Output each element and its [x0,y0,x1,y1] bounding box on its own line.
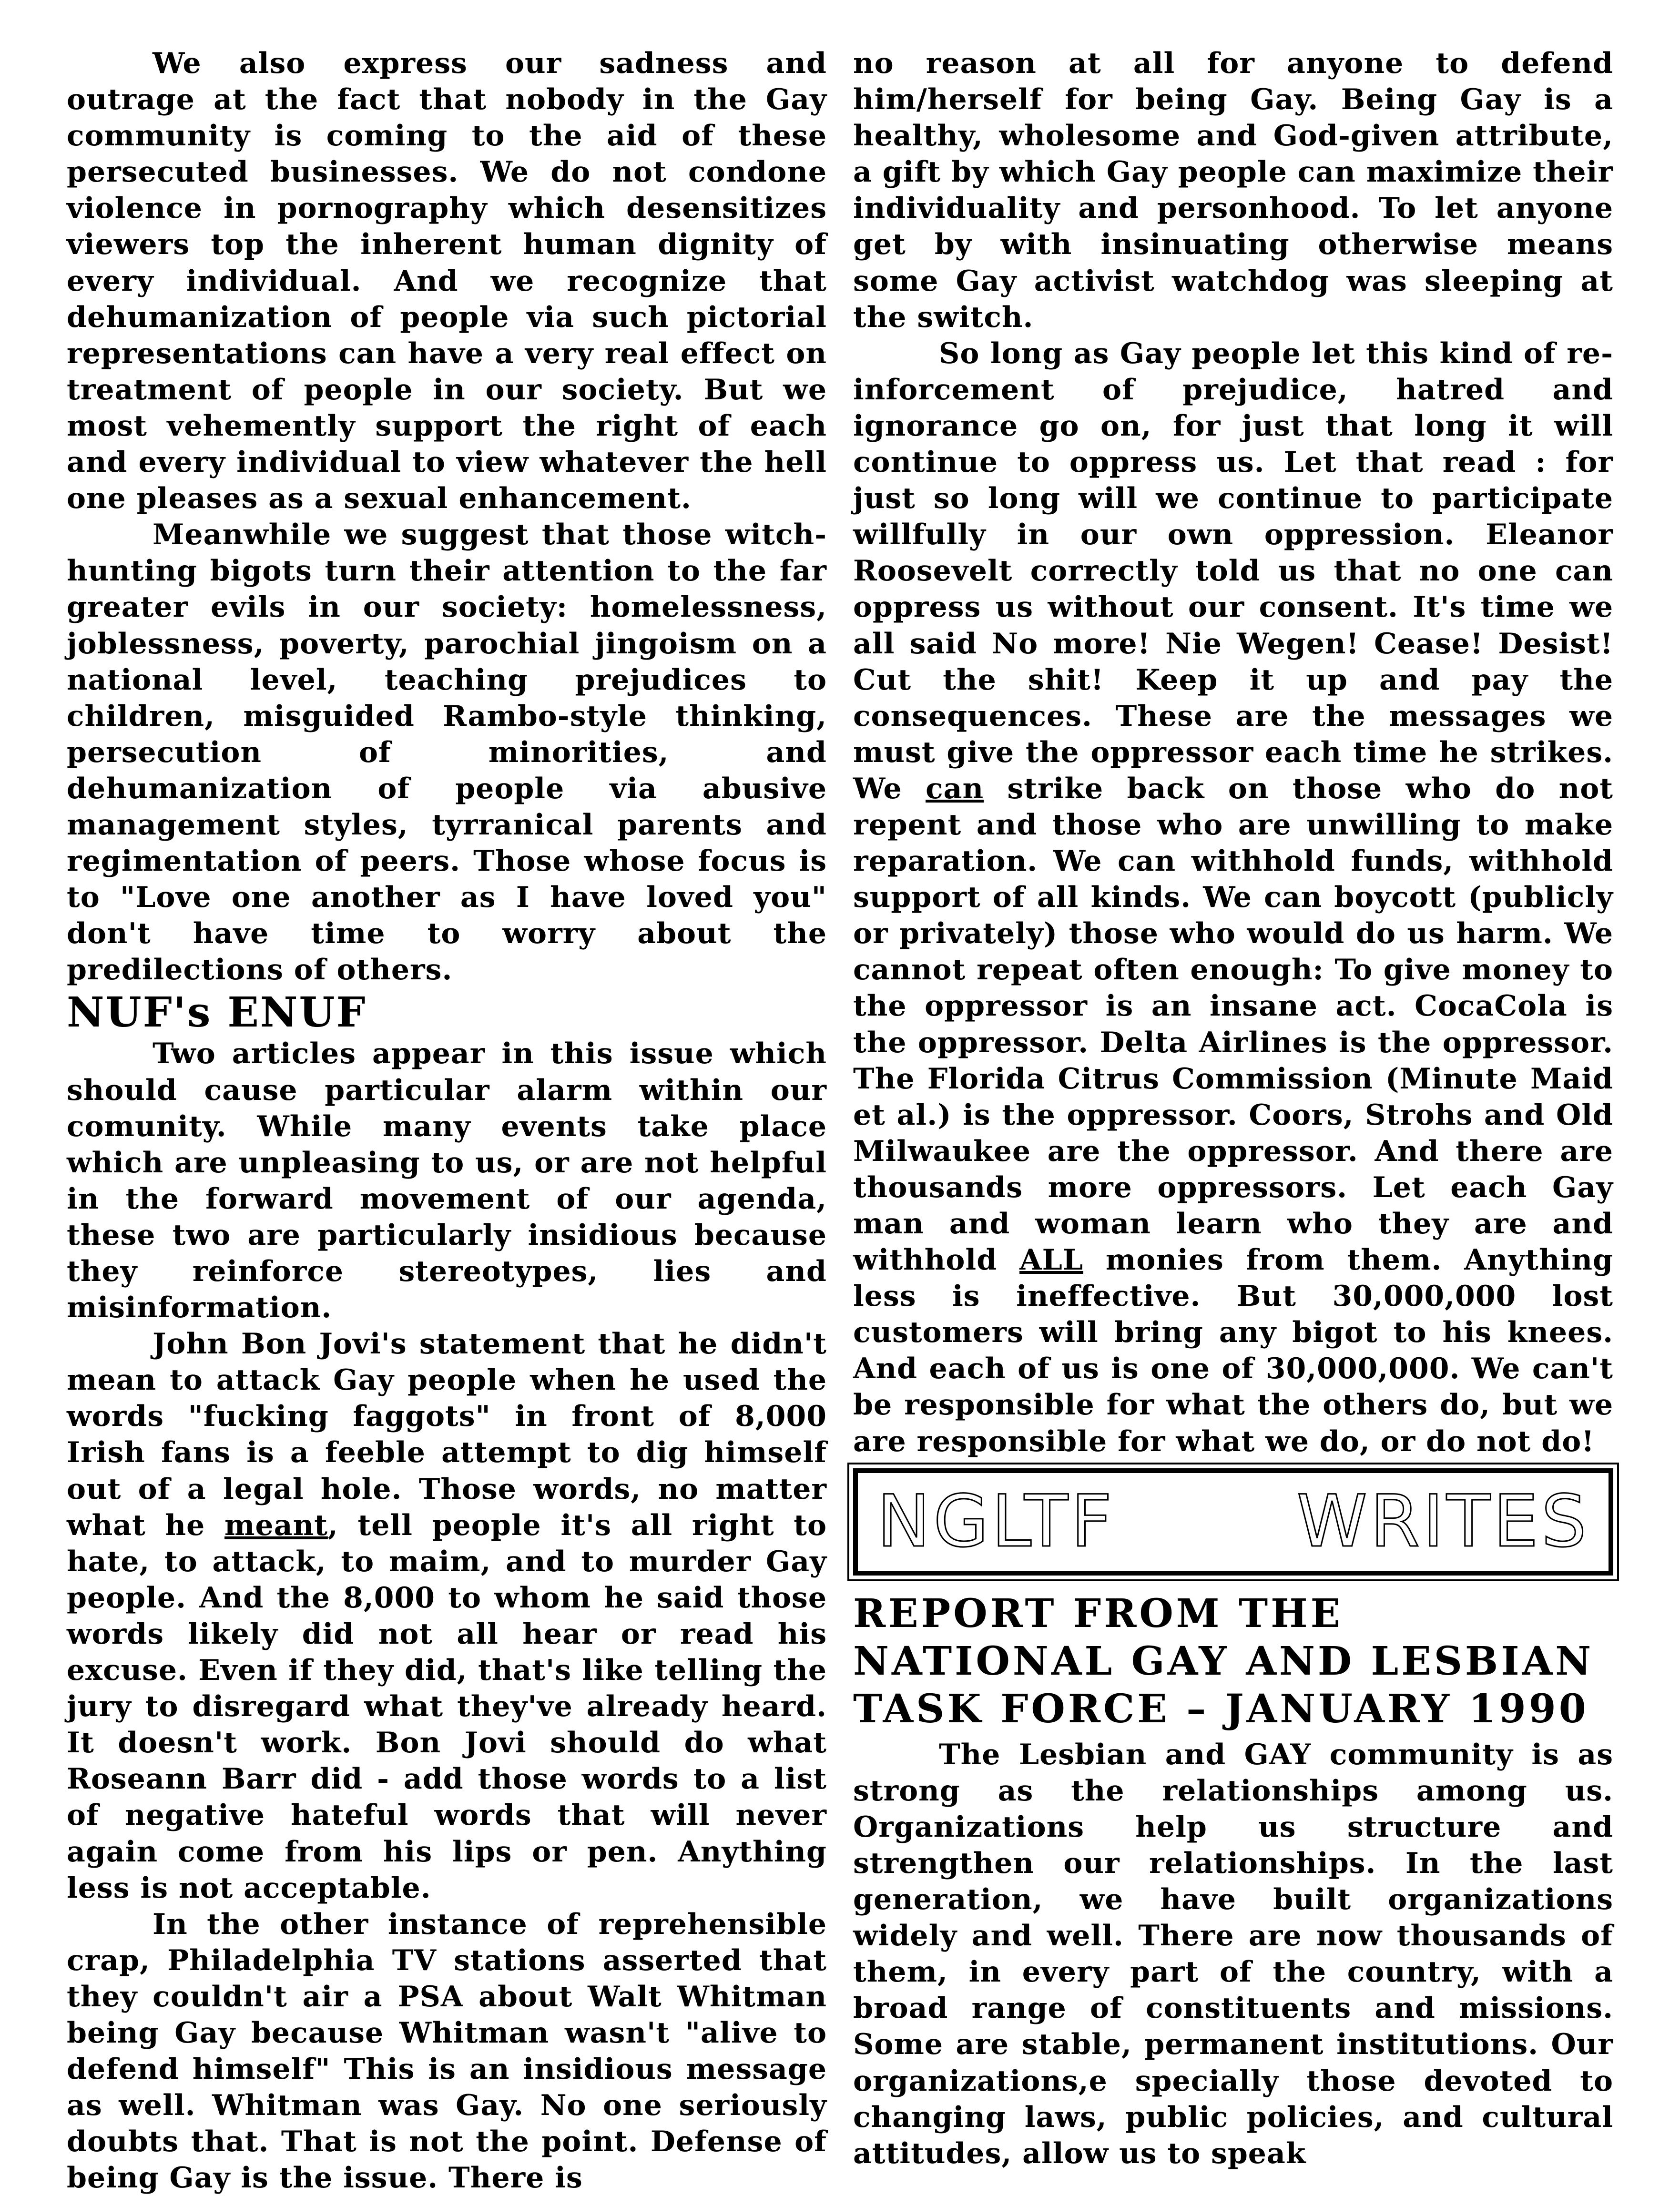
underlined-word: meant [224,1508,328,1542]
underlined-word: ALL [1019,1243,1083,1277]
text-run: So long as Gay people let this kind of re-inforcement of prejudice, hatred and ignorance go on, for just that long it will continue to oppress us. Let that read : for just so long will we continue to participate willfully in our own oppression. Eleanor Roosevelt correctly told us that no one can oppress us without our consent. It's time we all said No more! Nie Wegen! Cease! Desist! Cut the shit! Keep it up and pay the consequences. These are the messages we must give the oppressor each time he strikes. We [853,336,1613,805]
ngltf-writes-banner [853,1468,1613,1576]
text-run: strike back on those who do not repent and those who are unwilling to make reparation. We can withhold funds, withhold support of all kinds. We can boycott (publicly or privately) those who would do us harm. We cannot repeat often enough: To give money to the oppressor is an insane act. CocaCola is the oppressor. Delta Airlines is the oppressor. The Florida Citrus Commission (Minute Maid et al.) is the oppressor. Coors, Strohs and Old Milwaukee are the oppressor. And there are thousands more oppressors. Let each Gay man and woman learn who they are and withhold [853,772,1613,1277]
text-run: John Bon Jovi's statement that he didn't mean to attack Gay people when he used the words "fucking faggots" in front of 8,000 Irish fans is a feeble attempt to dig himself out of a legal hole. Those words, no matter what he [67,1327,827,1542]
right-paragraph-2 [853,336,1613,1460]
text-run: monies from them. Anything less is ineffective. But 30,000,000 lost customers will bring any bigot to his knees. And each of us is one of 30,000,000. We can't be responsible for what the others do, but we are responsible for what we do, or do not do! [853,1243,1613,1458]
report-headline: REPORT FROM THE NATIONAL GAY AND LESBIAN TASK FORCE – JANUARY 1990 [853,1590,1594,1732]
section-heading-nufs-enuf: NUF's ENUF [67,988,367,1037]
text-run: , tell people it's all right to hate, to attack, to maim, and to murder Gay people. And the 8,000 to whom he said those words likely did not all hear or read his excuse. Even if they did, that's like telling the jury to disregard what they've already heard. It doesn't work. Bon Jovi should do what Roseann Barr did - add those words to a list of negative hateful words that will never again come from his lips or pen. Anything less is not acceptable. [67,1508,827,1905]
right-paragraph-3: The Lesbian and GAY community is as strong as the relationships among us. Organizations help us structure and strengthen our relationships. In the last generation, we have built organizations widely and well. There are now thousands of them, in every part of the country, with a broad range of constituents and missions. Some are stable, permanent institutions. Our organizations,e specially those devoted to changing laws, public policies, and cultural attitudes, allow us to speak [853,1738,1613,2170]
left-paragraph-5: In the other instance of reprehensible crap, Philadelphia TV stations asserted that they couldn't air a PSA about Walt Whitman being Gay because Whitman wasn't "alive to defend himself" This is an insidious message as well. Whitman was Gay. No one seriously doubts that. That is not the point. Defense of being Gay is the issue. There is [67,1907,827,2195]
left-paragraph-2: Meanwhile we suggest that those witch-hunting bigots turn their attention to the far greater evils in our society: homelessness, joblessness, poverty, parochial jingoism on a national level, teaching prejudices to children, misguided Rambo-style thinking, persecution of minorities, and dehumanization of people via abusive management styles, tyrranical parents and regimentation of peers. Those whose focus is to "Love one another as I have loved you" don't have time to worry about the predilections of others. [67,518,827,987]
right-column [853,45,1613,2172]
left-paragraph-4 [67,1326,827,1906]
left-paragraph-1: We also express our sadness and outrage at the fact that nobody in the Gay community is coming to the aid of these persecuted businesses. We do not condone violence in pornography which desensitizes viewers top the inherent human dignity of every individual. And we recognize that dehumanization of people via such pictorial representations can have a very real effect on treatment of people in our society. But we most vehemently support the right of each and every individual to view whatever the hell one pleases as a sexual enhancement. [67,47,827,516]
left-column [67,45,827,2196]
underlined-word: can [926,772,984,805]
right-paragraph-1: no reason at all for anyone to defend him/herself for being Gay. Being Gay is a healthy, wholesome and God-given attribute, a gift by which Gay people can maximize their individuality and personhood. To let anyone get by with insinuating otherwise means some Gay activist watchdog was sleeping at the switch. [853,47,1613,334]
banner-word-right: WRITES [1296,1480,1589,1564]
left-paragraph-3: Two articles appear in this issue which should cause particular alarm within our comunity. While many events take place which are unpleasing to us, or are not helpful in the forward movement of our agenda, these two are particularly insidious because they reinforce stereotypes, lies and misinformation. [67,1037,827,1325]
banner-word-left: NGLTF [877,1480,1115,1564]
